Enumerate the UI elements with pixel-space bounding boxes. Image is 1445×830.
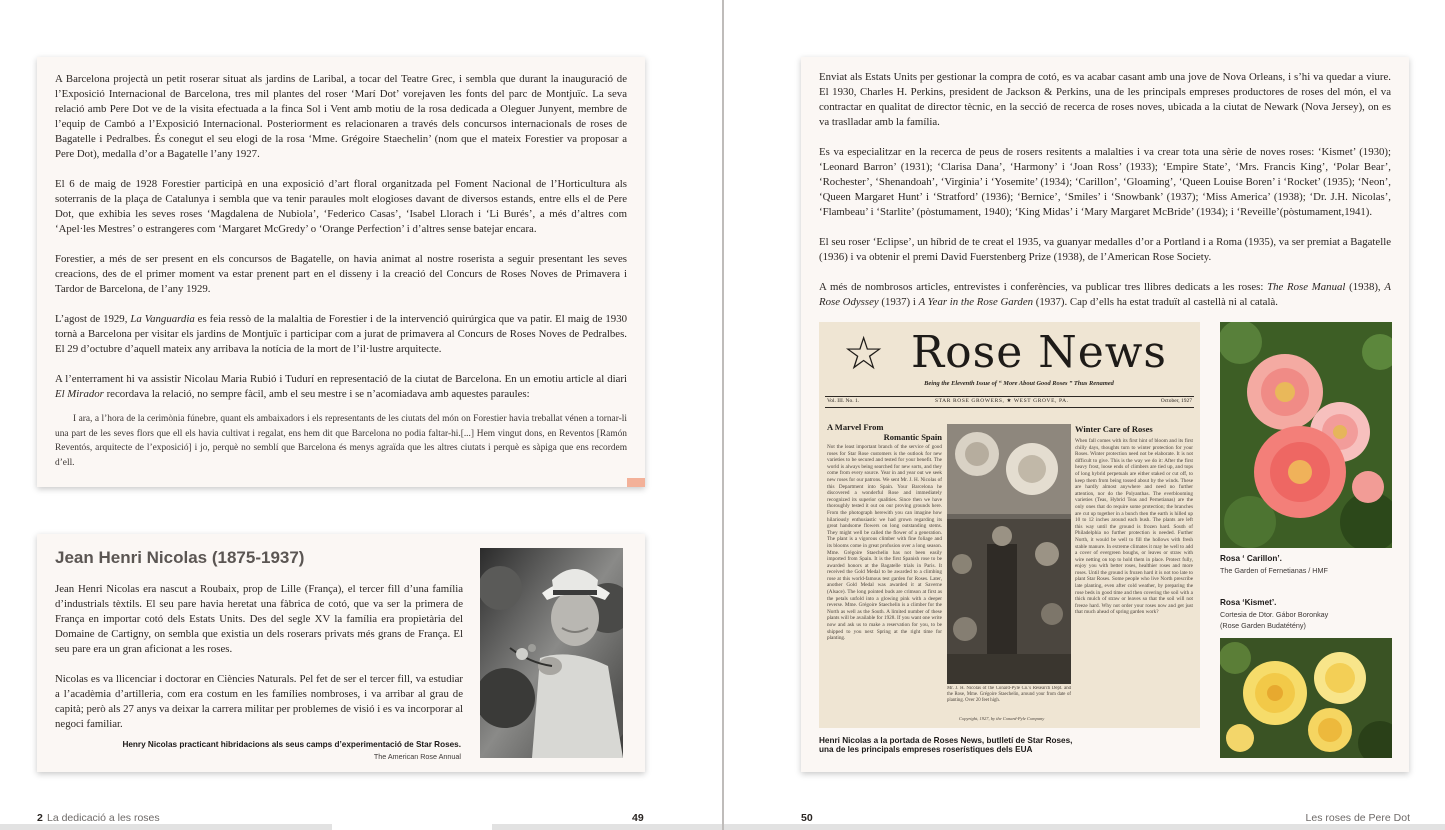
bio-card-nicolas — [37, 534, 645, 772]
paragraph: Es va especialitzar en la recerca de peus de rosers resitents a malalties i va crear tota una sèrie de noves roses: ‘Kismet’ (1930); ‘Leonard Barron’ (1931); ‘Clarisa Dana’, ‘Harmony’ i ‘Joan Ross’ (1933); ‘Empire State’, ‘Mrs. Francis King’, ‘Polar Bear’, ‘Rochester’, ‘Shenandoah’, ‘Virginia’ i ‘Yosemite’ (1934); ‘Carillon’, ‘Gloaming’, ‘Queen Louise Boren’ i ‘Rocket’ (1935); ‘Neon’, ‘Queen Margaret Hunt’ i ‘Stratford’ (1936); ‘Bernice’, ‘Smiles’ i ‘Snowbank’ (1937); ‘Miss America’ (1938); ‘Dr. J.H. Nicolas’, ‘Flambeau’ i ‘Starlite’ (pòstumament, 1940); ‘King Midas’ i ‘Mary Margaret McBride’ (1934); i ‘Reveille’(pòstumament,1941). — [819, 146, 1391, 218]
nicolas-photo — [480, 548, 623, 758]
newspaper-photo-caption: Mr. J. H. Nicolas of the Conard-Pyle Co.'s Research Dept. and the Rose, Mme. Grégoire Staechelin, around your from date of planting. Over 20 feet high. — [947, 686, 1071, 703]
rose-kismet-photo — [1220, 638, 1392, 758]
star-icon: ☆ — [843, 326, 885, 380]
bio-title: Jean Henri Nicolas (1875-1937) — [55, 548, 305, 567]
page-number: 49 — [632, 812, 644, 824]
page-number: 50 — [801, 812, 813, 824]
newspaper-photo-rose-climber — [947, 424, 1071, 684]
horizontal-scrollbar[interactable] — [724, 824, 1445, 830]
newspaper-caption: Henri Nicolas a la portada de Roses News, butlletí de Star Roses, una de les principals empreses roserístiques dels EUA — [819, 736, 1073, 754]
left-page — [0, 0, 722, 830]
newspaper-headline-right: Winter Care of Roses — [1075, 424, 1153, 434]
footer-book-title: Les roses de Pere Dot — [1305, 812, 1410, 824]
footer-section-number: 2 — [37, 812, 43, 824]
caption-text: Henry Nicolas practicant hibridacions als seus camps d’experimentació de Star Roses. — [122, 740, 461, 749]
newspaper-column-right: When fall comes with its first hint of bloom and its first chilly days, thoughts turn to winter protection for your Roses. Winter protection need not be elaborate. It is not difficult to give. This is the way we do it: After the first heavy frost, loose ends of climbers are tied up, and tops of long hybrid perpetuals are either staked or cut off, to keep them from being tossed about by the winds. These are hardly almost anywhere and need no further attention, nor do the Polyanthas. The everblooming varieties (Teas, Hybrid Teas and Pernetianas) are the only ones that do require some protection; the branches are cut up together in a bunch then the earth is hilled up 10 to 12 inches around each bush. The plants are left this way until the ground is frozen hard. South of Philadelphia no further protection is needed. Further North, it would be well to fill the hollows with fresh stable manure. In extreme climates it may be well to add a cover of evergreen boughs, or leaves or straw with wire netting on top to hold them in place. Protect fully, enjoy you with better roses, healthier roses and more roses. Until the ground is frozen hard it is not too late to plant Star Roses. Some people who live North prescribe late planting, even after cold weather, by preparing the rose beds in good time and then covering the soil with a thick mulch of straw or leaves so that the soil will not freeze hard. Why not order your roses now and get just that much ahead of spring garden work? — [1075, 438, 1193, 616]
caption-credit: The American Rose Annual — [373, 752, 461, 761]
paragraph: El 6 de maig de 1928 Forestier participà en una exposició d’art floral organitzada pel Foment Nacional de l’Horticultura als soterranis de la plaça de Catalunya i sembla que va tenir paraules molt elogioses davant de diversos estands, entre ells el de Pere Dot, que exhibia les seves roses ‘Magdalena de Nubiola’, ‘Federico Casas’, ‘Isabel Llorach i ‘Li Burés’, a més d’altres com ‘Apel·les Mestres’ o estrangeres com ‘Margaret McGredy’ o ‘Orange Perfection’ i d’altres sense batejar encara. — [55, 178, 627, 235]
newspaper-masthead: Rose News — [911, 327, 1168, 378]
paragraph: Nicolas es va llicenciar i doctorar en Ciències Naturals. Pel fet de ser el tercer fill, va estudiar a l’acadèmia d’artilleria, com era costum en les famílies nombroses, i va arribar al grau de capità; però als 27 anys va deixar la carrera militar per problemes de visió i es va incorporar al negoci familiar. — [55, 673, 463, 730]
rose-carillon-caption: Rosa ‘ Carillon’. The Garden of Fernetianas / HMF — [1220, 554, 1328, 575]
rose-carillon-photo — [1220, 322, 1392, 548]
horizontal-scrollbar[interactable] — [0, 824, 332, 830]
paragraph: L’agost de 1929, La Vanguardia es feia ressò de la malaltia de Forestier i de la intervenció quirúrgica que va patir. El maig de 1930 tornà a Barcelona per visitar els jardins de Montjuïc i participar com a jurat de primavera al Concurs de Roses Noves de Pedralbes. El 29 d’octubre d’aquell mateix any arribava la notícia de la mort de l’il·lustre arquitecte. — [55, 313, 627, 355]
newspaper-subtitle: Being the Eleventh Issue of “ More About Good Roses ” Thus Renamed — [924, 380, 1114, 387]
paragraph: A més de nombrosos articles, entrevistes i conferències, va publicar tres llibres dedicats a les roses: The Rose Manual (1938), A Rose Odyssey (1937) i A Year in the Rose Garden (1937). Cap d’ells ha estat traduït al castellà ni al català. — [819, 281, 1391, 308]
text-card-nicolas-continued — [801, 57, 1409, 772]
paragraph: Enviat als Estats Units per gestionar la compra de cotó, es va acabar casant amb una jove de Nova Orleans, i s’hi va quedar a viure. El 1930, Charles H. Perkins, president de Jackson & Perkins, una de les principals empreses productores de roses del món, el va contractar en qualitat de director tècnic, en la secció de recerca de roses noves, ubicada a la ciutat de Newark (Nova Jersey), on es va traslladar amb la família. — [819, 71, 1391, 128]
right-page — [724, 0, 1445, 830]
newspaper-headline-left: A Marvel From Romantic Spain — [827, 422, 942, 442]
paragraph: A l’enterrament hi va assistir Nicolau Maria Rubió i Tudurí en representació de la ciutat de Barcelona. En un emotiu article al diari El Mirador recordava la relació, no sempre fàcil, amb el seu mestre i se n’acomiadava amb aquestes paraules: — [55, 373, 627, 400]
footer-section-title: La dedicació a les roses — [47, 812, 160, 824]
paragraph: El seu roser ‘Eclipse’, un híbrid de te creat el 1935, va guanyar medalles d’or a Portland i a Roma (1935), va ser premiat a Bagatelle (1936) i va obtenir el premi David Fuerstenberg Prize (1938), de l’American Rose Society. — [819, 236, 1391, 263]
paragraph: A Barcelona projectà un petit roserar situat als jardins de Laribal, a tocar del Teatre Grec, i sembla que durant la inauguració de l’Exposició Internacional de Barcelona, tres mil plantes del roser ‘Marí Dot’ vorejaven les fonts del parc de Montjuïc. La seva relació amb Pere Dot ve de la visita efectuada a la finca Sol i Vent amb motiu de la rosa dedicada a Oleguer Junyent, membre de l’equip de Cambó a l’Exposició Internacional. Posteriorment es relacionaren a través dels concursos internacionals de roses de Bagatelle i Pedralbes. És conegut el seu elogi de la rosa ‘Mme. Grégoire Staechelin’ (nom que el mateix Forestier va proposar a Pere Dot), medalla d’or a Bagatelle l’any 1927. — [55, 73, 627, 160]
block-quote: I ara, a l’hora de la cerimònia fúnebre, quant els ambaixadors i els representants de les ciutats del món on Forestier havia treballat vénen a tornar-li una part de les seves flors que ell els havia cultivat i regalat, ens hem dit que Barcelona no podia faltar-hi.[...] Hem vingut dons, en Reventos [Ramón Reventós, arquitecte de l’exposició] i jo, perquè no semblí que Barcelona és menys agraïda que les altres ciutats i perquè es sàpiga que ens recordem d’ell. — [55, 414, 627, 468]
caption-nicolas-photo — [61, 740, 461, 761]
newspaper-copyright: Copyright, 1927, by the Conard-Pyle Company — [959, 716, 1045, 721]
text-card-forestier — [37, 57, 645, 487]
rose-news-front-page-image — [819, 322, 1200, 728]
paragraph: Jean Henri Nicolas era nascut a Roubaix, prop de Lille (França), el tercer fill d’una família d’industrials tèxtils. El seu pare havia heretat una fàbrica de cotó, que va ser la primera de França en importar cotó dels Estats Units. Des del segle XV la família era propietària del Domaine de Cartigny, on sembla que existia un dels roserars privats més grans de França. El seu pare era un gran aficionat a les roses. — [55, 583, 463, 655]
newspaper-dateline: Vol. III. No. 1. STAR ROSE GROWERS, ★ WEST GROVE, PA. October, 1927 — [825, 396, 1194, 408]
newspaper-column-left: Not the least important branch of the service of good roses for Star Rose customers is the outlook for new varieties to be secured and tested for your benefit. The world is always being searched for new sorts, and they come from every source. Year in and year out we seek new roses for our patrons. We sent Mr. J. H. Nicolas of this Department into Spain. Your Barcelona he discovered a wonderful Rose and immediately recognized its superior qualities. Since then we have thoroughly tested it out on our proving grounds here. From the photograph herewith you can imagine how hilariously enthusiastic we had grown regarding its great handsome flowers on long outstanding stems. They might well be called the flower of a generation. The plant is a vigorous climber with fine foliage and its blooms come in great profusion over a long season. Mme. Grégoire Staechelin has not been easily imported from Spain. It is the first Spanish rose to be awarded honors at the Bagatelle trials in Paris. It received the Gold Medal to be awarded to a climbing rose at this world-famous test garden for Roses. Later, another Gold Medal was awarded it at Saverne (Alsace). The long pointed buds are crimson at first as the petals unfold into a glowing pink with a deeper reverse. Mme. Grégoire Staechelin is a climber for the North as well as the South. A limited number of these plants will be available for 1928. If you want one write now and ask us to make a reservation for you, to be shipped to you next Spring at the right time for planting. — [827, 444, 942, 642]
paragraph: Forestier, a més de ser present en els concursos de Bagatelle, on havia animat al nostre roserista a seguir presentant les seves creacions, des de el primer moment va estar prenent part en el disseny i la creació del Concurs de Roses Noves de Primavera i Tardor de Barcelona, de l’any 1929. — [55, 253, 627, 295]
horizontal-scrollbar[interactable] — [492, 824, 722, 830]
rose-kismet-caption: Rosa ‘Kismet’. Cortesia de Dtor. Gábor Boronkay (Rose Garden Budatétény) — [1220, 598, 1329, 630]
accent-tab — [627, 478, 645, 487]
